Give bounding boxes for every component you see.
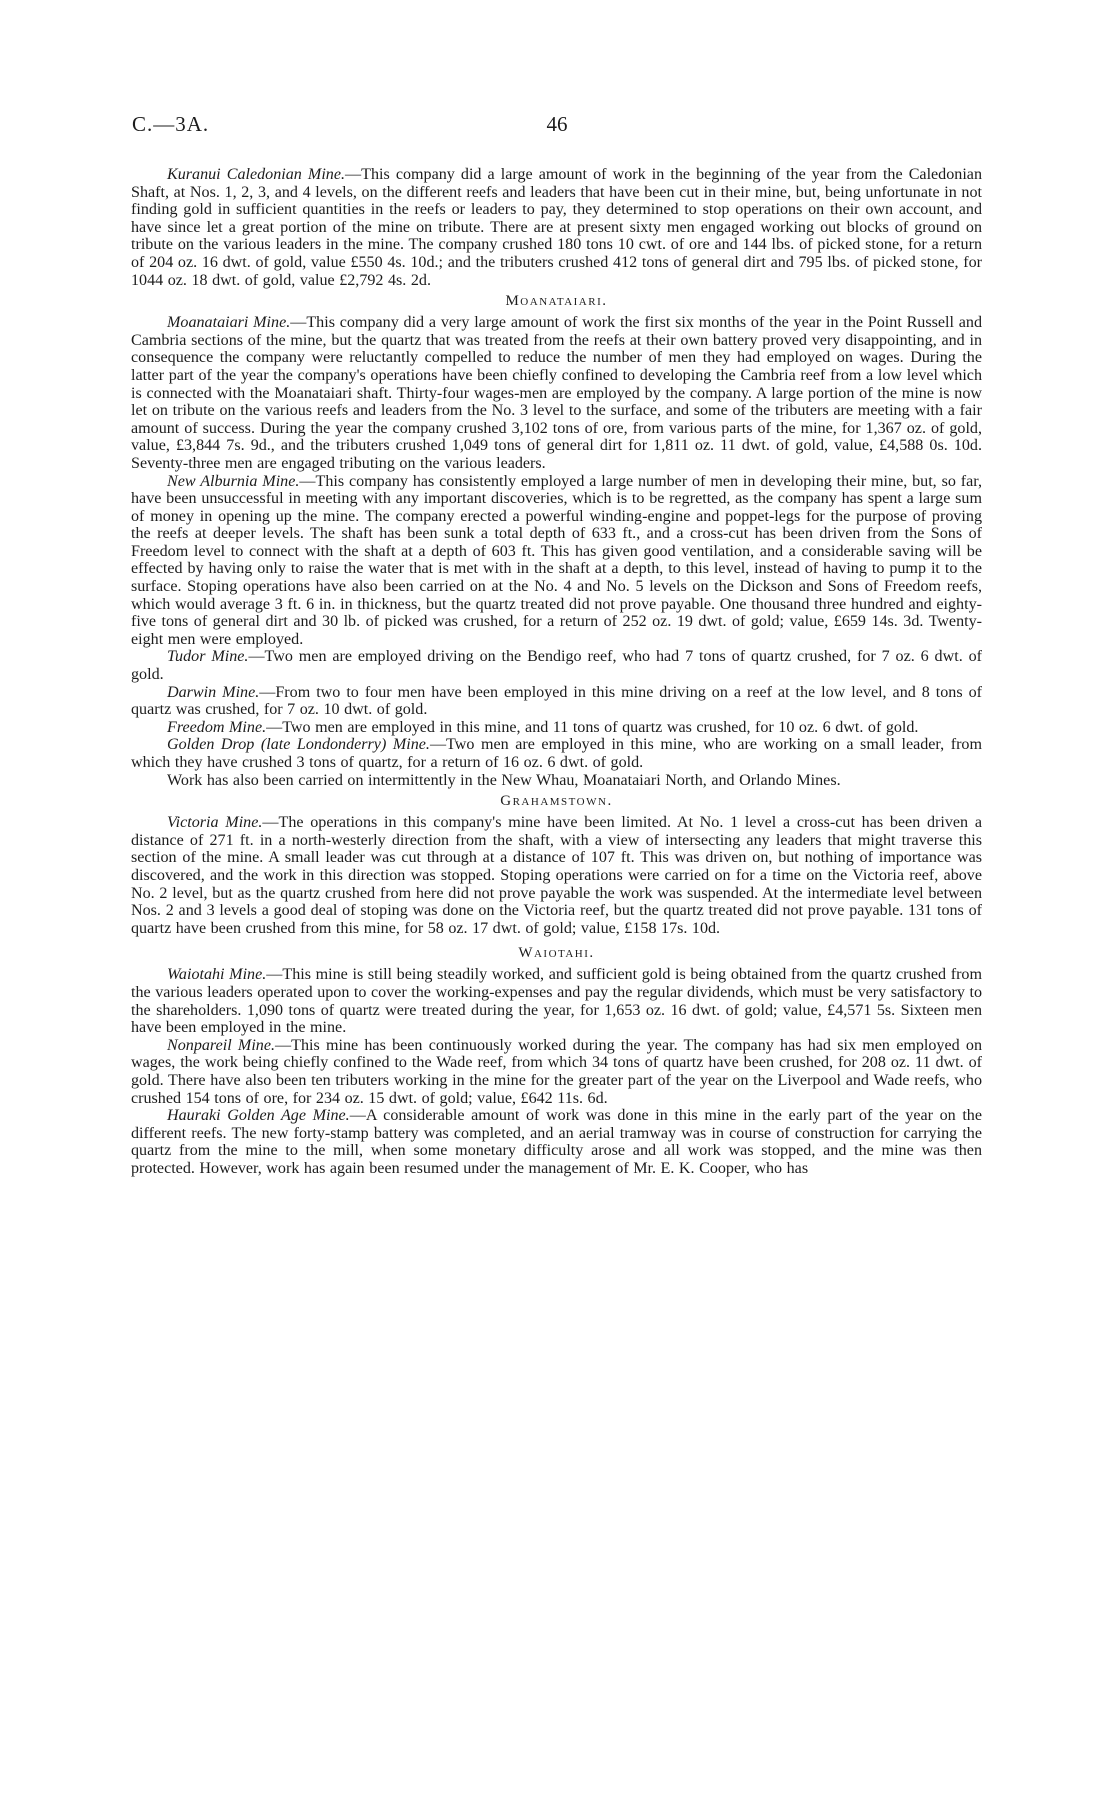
paragraph-text: —This mine has been continuously worked during the year. The company has had six men employed on wages, the work being chiefly confined to the Wade reef, from which 34 tons of quartz have been crushed, for 208 oz. 11 dwt. of gold. There have also been ten tributers working in the mine for the greater part of the year on the Liverpool and Wade reefs, who crushed 154 tons of ore, for 234 oz. 15 dwt. of gold; value, £642 11s. 6d.: [131, 1036, 982, 1107]
paragraph-darwin-mine: [131, 684, 982, 719]
paragraph-text: —Two men are employed driving on the Bendigo reef, who had 7 tons of quartz crushed, for 7 oz. 6 dwt. of gold.: [131, 648, 982, 684]
section-heading: Waiotahi.: [518, 945, 595, 962]
mine-name: Hauraki Golden Age Mine.: [167, 1107, 350, 1125]
paragraph-waiotahi-mine: [131, 966, 982, 1036]
paragraph-text: —Two men are employed in this mine, who are working on a small leader, from which they have crushed 3 tons of quartz, for a return of 16 oz. 6 dwt. of gold.: [131, 736, 982, 771]
mine-name: Freedom Mine.: [167, 718, 267, 736]
paragraph-text: —This mine is still being steadily worked, and sufficient gold is being obtained from the quartz crushed from the various leaders operated upon to cover the working-expenses and pay the regular dividends, which must be very satisfactory to the shareholders. 1,090 tons of quartz were treated during the year, for 1,653 oz. 16 dwt. of gold; value, £4,571 5s. Sixteen men have been employed in the mine.: [131, 966, 982, 1037]
paragraph-moanataiari-mine: [131, 314, 982, 472]
paragraph-tudor-mine: [131, 648, 982, 683]
mine-name: Kuranui Caledonian Mine.: [167, 166, 346, 183]
paragraph-hauraki-golden-age-mine: [131, 1107, 982, 1177]
paragraph-other-mines: [131, 772, 982, 790]
section-grahamstown: [131, 793, 982, 937]
mine-name: New Alburnia Mine.: [167, 472, 300, 490]
paragraph-victoria-mine: [131, 814, 982, 937]
section-waiotahi: [131, 945, 982, 1177]
section-kuranui: [131, 166, 982, 289]
document-body: [131, 166, 982, 1177]
page-number: 46: [546, 112, 568, 136]
paragraph-text: —This company did a large amount of work in the beginning of the year from the Caledonian Shaft, at Nos. 1, 2, 3, and 4 levels, on the different reefs and leaders that have been cut in their mine, but, being unfortunate in not finding gold in sufficient quantities in the reefs or leaders to pay, they determined to stop operations on their own account, and have since let a great portion of the mine on tribute. There are at present sixty men engaged working out blocks of ground on tribute on the various leaders in the mine. The company crushed 180 tons 10 cwt. of ore and 144 lbs. of picked stone, for a return of 204 oz. 16 dwt. of gold, value £550 4s. 10d.; and the tributers crushed 412 tons of general dirt and 795 lbs. of picked stone, for 1044 oz. 18 dwt. of gold, value £2,792 4s. 2d.: [131, 166, 982, 289]
section-heading: Grahamstown.: [500, 793, 613, 810]
document-reference: C.—3A.: [132, 112, 210, 136]
paragraph-text: —This company has consistently employed a large number of men in developing their mine, but, so far, have been unsuccessful in meeting with any important discoveries, which is to be regretted, as the company has spent a large sum of money in opening up the mine. The company erected a powerful winding-engine and poppet-legs for the purpose of proving the reefs at deeper levels. The shaft has been sunk a total depth of 633 ft., and a cross-cut has been driven from the Sons of Freedom level to connect with the shaft at a depth of 603 ft. This has given good ventilation, and a considerable saving will be effected by having only to raise the water that is met with in the shaft at a depth, to this level, instead of having to pump it to the surface. Stoping operations have also been carried on at the No. 4 and No. 5 levels on the Dickson and Sons of Freedom reefs, which would average 3 ft. 6 in. in thickness, but the quartz treated did not prove payable. One thousand three hundred and eighty-five tons of general dirt and 30 lb. of picked was crushed, for a return of 252 oz. 19 dwt. of gold; value, £659 14s. 3d. Twenty-eight men were employed.: [131, 472, 983, 648]
mine-name: Darwin Mine.: [167, 683, 260, 701]
section-moanataiari: [131, 293, 982, 789]
paragraph-new-alburnia-mine: [131, 473, 982, 649]
mine-name: Waiotahi Mine.: [167, 966, 267, 984]
mine-name: Nonpareil Mine.: [167, 1036, 276, 1054]
mine-name: Moanataiari Mine.: [167, 314, 291, 332]
paragraph-nonpareil-mine: [131, 1037, 982, 1107]
paragraph-golden-drop-mine: [131, 736, 982, 771]
page-header: [132, 112, 982, 142]
paragraph-freedom-mine: [131, 719, 982, 737]
mine-name: Victoria Mine.: [167, 814, 263, 832]
section-heading: Moanataiari.: [505, 293, 608, 310]
paragraph-kuranui-caledonian: [131, 166, 982, 289]
paragraph-text: —From two to four men have been employed in this mine driving on a reef at the low level, and 8 tons of quartz was crushed, for 7 oz. 10 dwt. of gold.: [131, 683, 982, 719]
mine-name: Tudor Mine.: [167, 648, 249, 666]
paragraph-text: —This company did a very large amount of work the first six months of the year in the Point Russell and Cambria sections of the mine, but the quartz that was treated from the reefs at their own battery proved very disappointing, and in consequence the company were reluctantly compelled to reduce the number of men they had employed on wages. During the latter part of the year the company's operations have been chiefly confined to developing the Cambria reef from a low level which is connected with the Moanataiari shaft. Thirty-four wages-men are employed by the company. A large portion of the mine is now let on tribute on the various reefs and leaders from the No. 3 level to the surface, and some of the tributers are meeting with a fair amount of success. During the year the company crushed 3,102 tons of ore, from various parts of the mine, for 1,367 oz. of gold, value, £3,844 7s. 9d., and the tributers crushed 1,049 tons of general dirt for 1,811 oz. 11 dwt. of gold, value, £4,588 0s. 10d. Seventy-three men are engaged tributing on the various leaders.: [131, 314, 982, 472]
paragraph-text: —The operations in this company's mine have been limited. At No. 1 level a cross-cut has been driven a distance of 271 ft. in a north-westerly direction from the shaft, with a view of intersecting any leaders that might traverse this section of the mine. A small leader was cut through at a distance of 107 ft. This was driven on, but nothing of importance was discovered, and the work in this direction was stopped. Stoping operations were carried on for a time on the Victoria reef, above No. 2 level, but as the quartz crushed from here did not prove payable the work was suspended. At the intermediate level between Nos. 2 and 3 levels a good deal of stoping was done on the Victoria reef, but the quartz treated did not prove payable. 131 tons of quartz have been crushed from this mine, for 58 oz. 17 dwt. of gold; value, £158 17s. 10d.: [131, 814, 982, 937]
paragraph-text: Work has also been carried on intermittently in the New Whau, Moanataiari North, and Orlando Mines.: [167, 771, 841, 789]
paragraph-text: —A considerable amount of work was done in this mine in the early part of the year on the different reefs. The new forty-stamp battery was completed, and an aerial tramway was in course of construction for carrying the quartz from the mine to the mill, when some monetary difficulty arose and all work was stopped, and the mine was then protected. However, work has again been resumed under the management of Mr. E. K. Cooper, who has: [131, 1107, 982, 1177]
mine-name: Golden Drop (late Londonderry) Mine.: [167, 736, 430, 754]
paragraph-text: —Two men are employed in this mine, and 11 tons of quartz was crushed, for 10 oz. 6 dwt. of gold.: [266, 718, 919, 736]
